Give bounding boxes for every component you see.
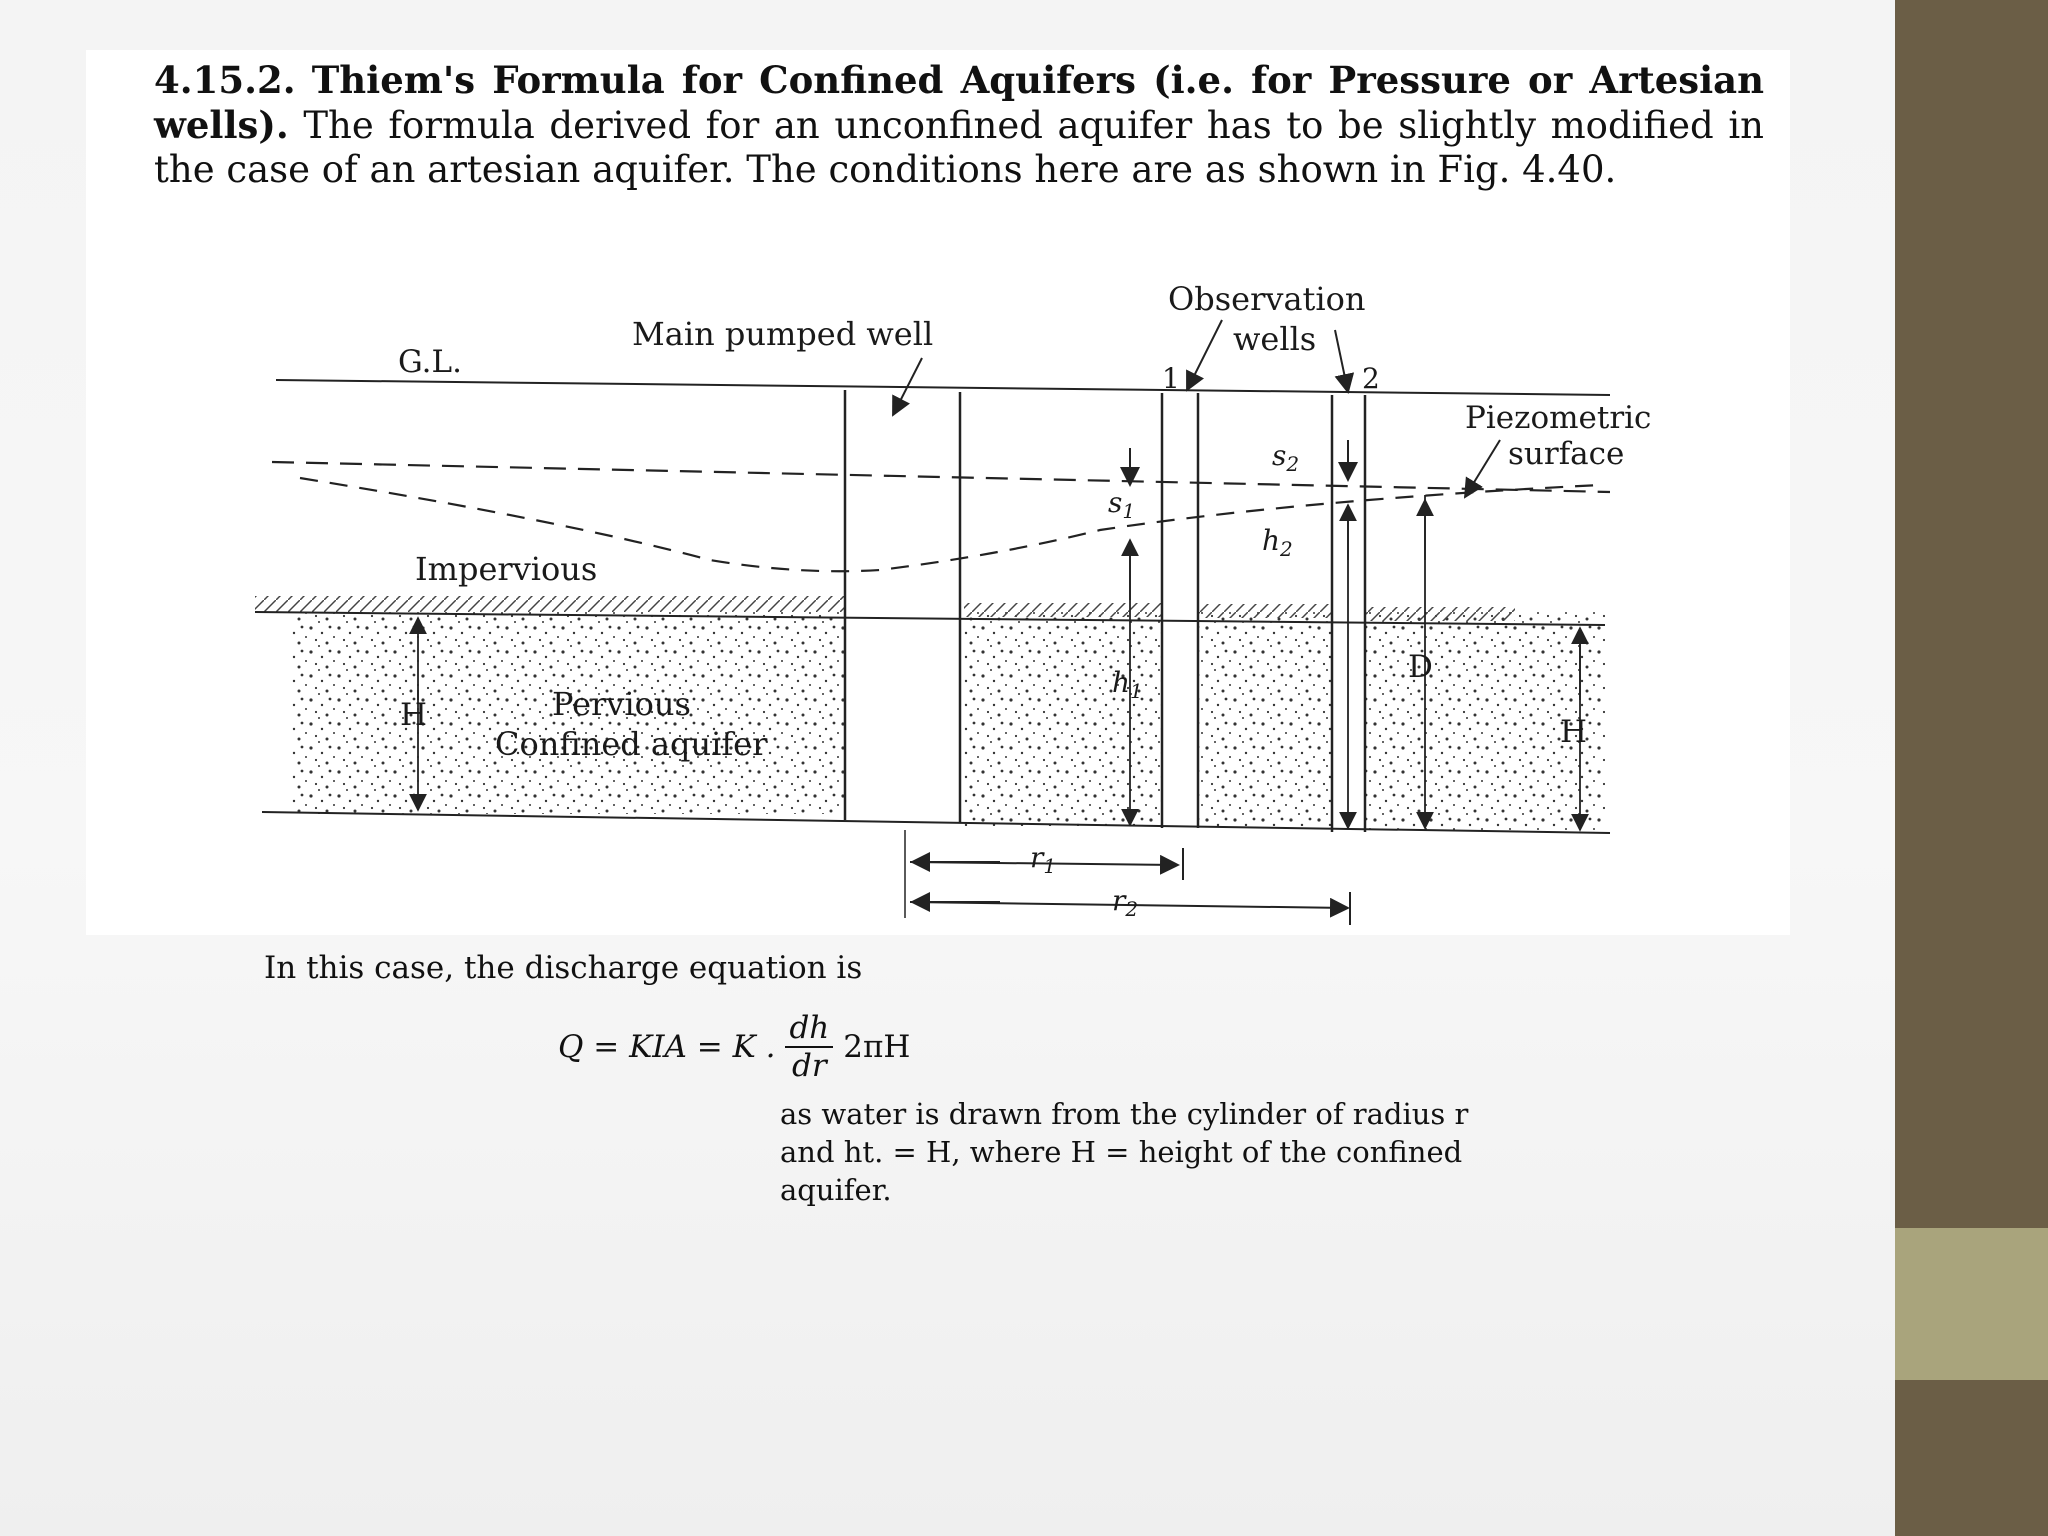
formula-rhs: 2πH [843,1029,911,1065]
section-number: 4.15.2. [154,58,296,102]
discharge-formula [558,1010,910,1084]
main-well-label: Main pumped well [632,315,934,353]
formula-lhs: Q = KIA = K . [558,1029,776,1065]
d-label: D [1408,649,1433,685]
impervious-hatch-mid2 [1198,604,1332,618]
obs-wells-label-1: Observation [1168,280,1366,318]
well-2-number: 2 [1362,362,1380,395]
original-piezometric-line [272,462,1610,492]
r2-label: $r_2$ [1112,884,1139,921]
formula-numerator: dh [785,1010,833,1048]
formula-fraction [785,1010,833,1084]
piezometric-label-1: Piezometric [1465,400,1652,436]
intro-text: In this case, the discharge equation is [264,950,863,986]
gl-label: G.L. [398,344,462,380]
impervious-label: Impervious [415,550,598,588]
section-body: The formula derived for an unconfined aquifer has to be slightly modified in the case of an artesian aquifer. The conditions here are as shown in Fig. 4.40. [154,104,1765,191]
h-right-label: H [1560,714,1588,750]
formula-denominator: dr [792,1048,827,1084]
h1-label: $h_1$ [1112,666,1143,703]
pervious-label: Pervious [552,685,691,723]
formula-note: as water is drawn from the cylinder of radius r and ht. = H, where H = height of the confined aquifer. [780,1097,1469,1207]
impervious-hatch-mid1 [964,603,1162,617]
ground-level-line [276,380,1610,395]
well-1-number: 1 [1162,362,1180,395]
obs-well-2-pointer [1335,330,1348,392]
piezometric-label-2: surface [1508,436,1625,472]
obs-well-1-pointer [1187,320,1222,390]
s2-label: $s_2$ [1272,439,1300,476]
section-title: Thiem's Formula for Confined Aquifers (i.e. for Pressure or Artesian wells). [154,58,1765,147]
h-left-label: H [400,697,428,733]
r1-label: $r_1$ [1030,841,1057,878]
s1-label: $s_1$ [1108,486,1136,523]
h2-label: $h_2$ [1262,524,1293,561]
aquifer-region-mid1 [964,612,1162,826]
aquifer-region-mid2 [1198,612,1332,826]
impervious-hatch-left [255,596,845,612]
confined-aquifer-label: Confined aquifer [495,725,768,763]
obs-wells-label-2: wells [1233,320,1317,358]
impervious-hatch-right [1365,607,1515,621]
